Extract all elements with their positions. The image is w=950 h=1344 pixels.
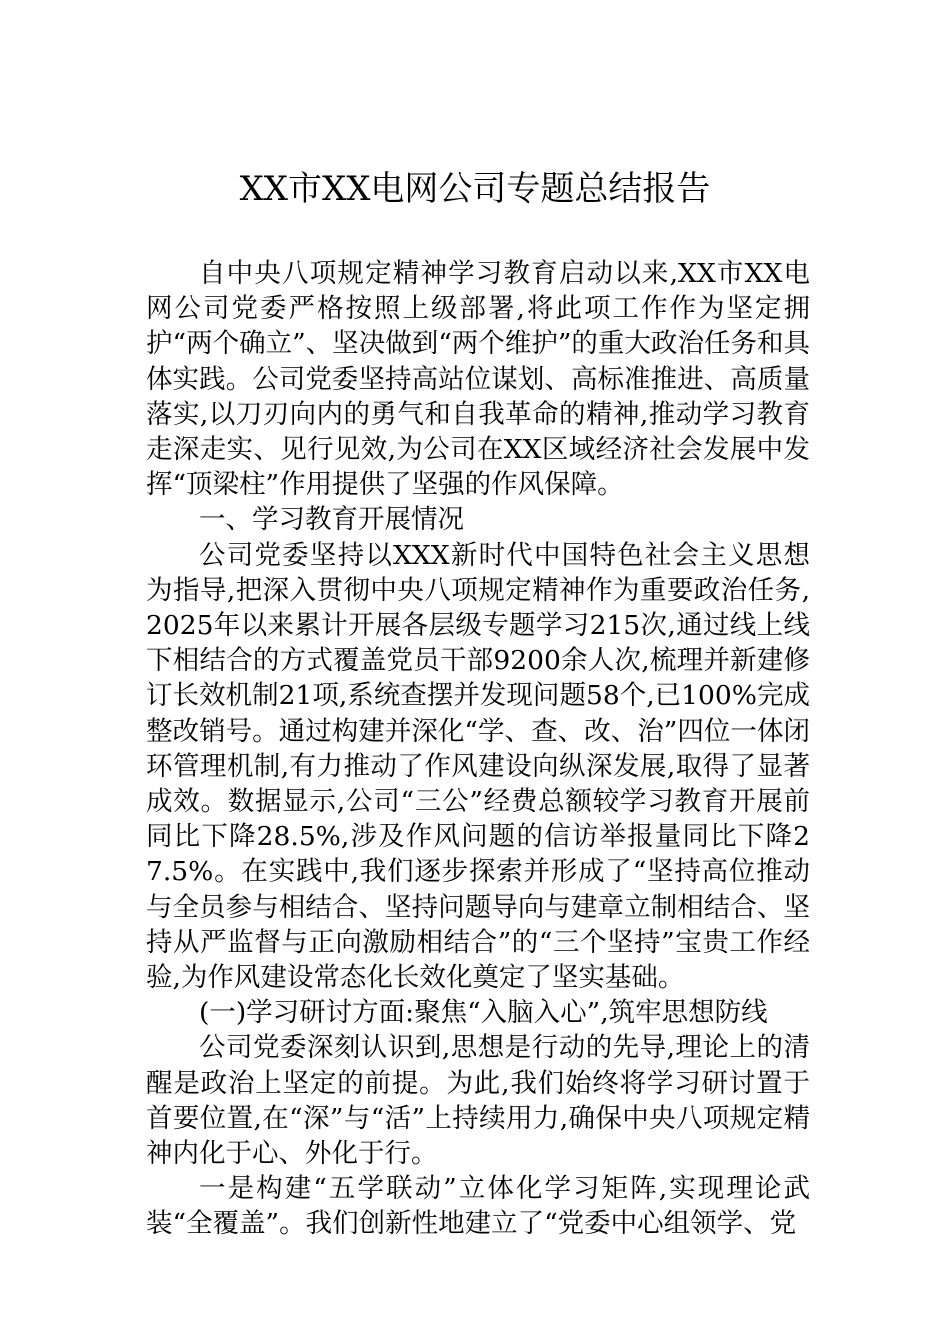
document-title: XX市XX电网公司专题总结报告 [239,169,711,209]
subsection-1-paragraph: 公司党委深刻认识到,思想是行动的先导,理论上的清醒是政治上坚定的前提。为此,我们始终将学习研讨置于首要位置,在“深”与“活”上持续用力,确保中央八项规定精神内化于心、外化于行。 [146,1032,810,1170]
section-1-paragraph: 公司党委坚持以XXX新时代中国特色社会主义思想为指导,把深入贯彻中央八项规定精神作为重要政治任务,2025年以来累计开展各层级专题学习215次,通过线上线下相结合的方式覆盖党员干部9200余人次,梳理并新建修订长效机制21项,系统查摆并发现问题58个,已100%完成整改销号。通过构建并深化“学、查、改、治”四位一体闭环管理机制,有力推动了作风建设向纵深发展,取得了显著成效。数据显示,公司“三公”经费总额较学习教育开展前同比下降28.5%,涉及作风问题的信访举报量同比下降27.5%。在实践中,我们逐步探索并形成了“坚持高位推动与全员参与相结合、坚持问题导向与建章立制相结合、坚持从严监督与正向激励相结合”的“三个坚持”宝贵工作经验,为作风建设常态化长效化奠定了坚实基础。 [146,539,810,994]
subsection-heading-1: (一)学习研讨方面:聚焦“入脑入心”,筑牢思想防线 [199,997,768,1029]
document-body [146,256,810,1242]
intro-paragraph: 自中央八项规定精神学习教育启动以来,XX市XX电网公司党委严格按照上级部署,将此项工作作为坚定拥护“两个确立”、坚决做到“两个维护”的重大政治任务和具体实践。公司党委坚持高站位谋划、高标准推进、高质量落实,以刀刃向内的勇气和自我革命的精神,推动学习教育走深走实、见行见效,为公司在XX区域经济社会发展中发挥“顶梁柱”作用提供了坚强的作风保障。 [146,258,810,501]
section-heading-1: 一、学习教育开展情况 [199,504,464,536]
subsection-1-point-1: 一是构建“五学联动”立体化学习矩阵,实现理论武装“全覆盖”。我们创新性地建立了“党委中心组领学、党 [146,1173,810,1240]
